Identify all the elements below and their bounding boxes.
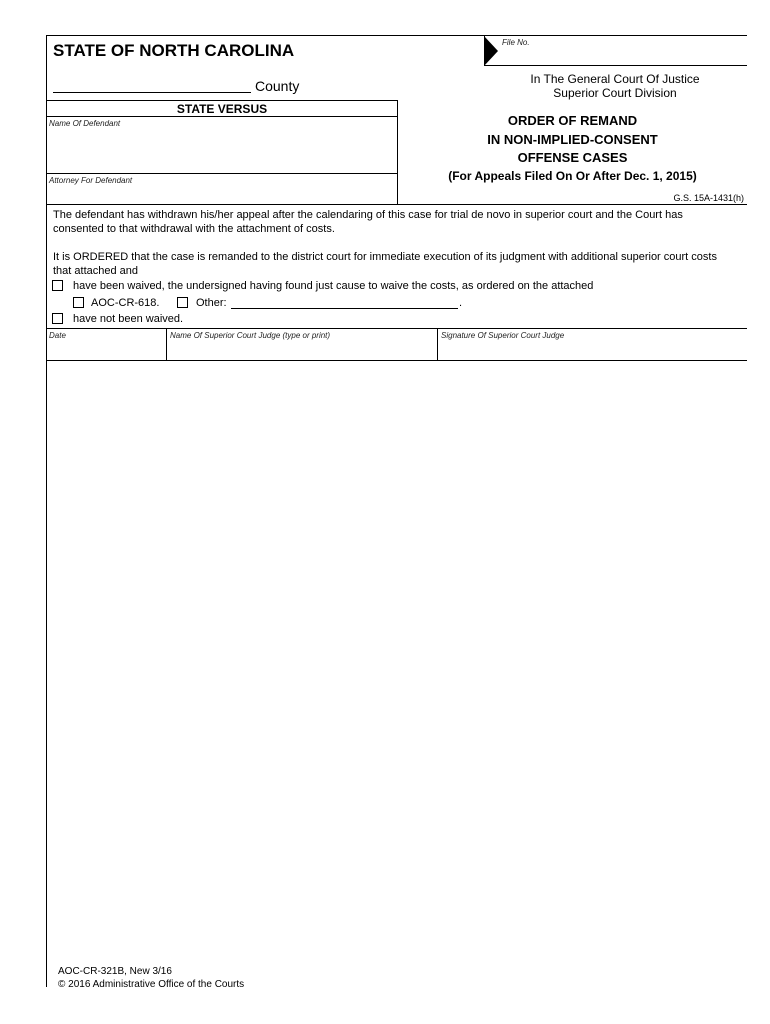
other-checkbox[interactable]: [177, 297, 188, 308]
court-line-1: In The General Court Of Justice: [530, 72, 700, 86]
other-end-period: .: [459, 297, 463, 309]
frame-left-line: [46, 35, 47, 987]
county-field[interactable]: [53, 76, 251, 92]
defendant-name-label: Name Of Defendant: [49, 119, 121, 128]
state-title: STATE OF NORTH CAROLINA: [53, 41, 295, 60]
title-line-2: IN NON-IMPLIED-CONSENT: [487, 132, 658, 147]
date-label: Date: [49, 331, 66, 340]
order-line-1: It is ORDERED that the case is remanded to the district court for immediate execution of its judgment with additional superior court costs: [53, 251, 717, 263]
defendant-bottom-line: [46, 173, 398, 174]
title-line-3: OFFENSE CASES: [517, 150, 628, 165]
signature-bottom-line: [46, 360, 747, 361]
attorney-field[interactable]: [48, 186, 396, 203]
statute-reference: G.S. 15A-1431(h): [673, 193, 744, 203]
costs-waived-label: have been waived, the undersigned having found just cause to waive the costs, as ordered on the attached: [73, 280, 594, 292]
order-line-2: that attached and: [53, 265, 139, 277]
file-no-label: File No.: [502, 38, 530, 47]
signature-top-line: [46, 328, 747, 329]
other-blank-line: [231, 308, 458, 309]
judge-signature-label: Signature Of Superior Court Judge: [441, 331, 565, 340]
costs-waived-checkbox[interactable]: [52, 280, 63, 291]
file-no-bottom-line: [484, 65, 747, 66]
file-no-field[interactable]: [500, 48, 745, 64]
judge-signature-field[interactable]: [440, 342, 745, 359]
copyright: © 2016 Administrative Office of the Courts: [58, 979, 245, 990]
state-versus-label: STATE VERSUS: [176, 102, 268, 116]
form-id: AOC-CR-321B, New 3/16: [58, 966, 172, 977]
court-line-2: Superior Court Division: [553, 86, 677, 100]
signature-divider-2: [437, 328, 438, 360]
costs-not-waived-label: have not been waived.: [73, 313, 184, 325]
date-field[interactable]: [48, 342, 164, 359]
county-label: County: [255, 78, 300, 94]
state-versus-bottom-line: [46, 116, 398, 117]
file-no-arrow-icon: [484, 36, 500, 66]
aoc-cr-618-label: AOC-CR-618.: [91, 297, 160, 309]
judge-name-label: Name Of Superior Court Judge (type or print): [170, 331, 331, 340]
frame-top-line: [46, 35, 747, 36]
costs-not-waived-checkbox[interactable]: [52, 313, 63, 324]
withdrawal-line-1: The defendant has withdrawn his/her appeal after the calendaring of this case for trial de novo in superior court and the Court has: [53, 209, 683, 221]
title-line-4: (For Appeals Filed On Or After Dec. 1, 2015): [448, 169, 697, 183]
county-blank-line: [53, 92, 251, 93]
other-field[interactable]: [231, 294, 458, 308]
other-label: Other:: [196, 297, 227, 309]
title-line-1: ORDER OF REMAND: [507, 113, 638, 128]
parties-bottom-line: [46, 204, 747, 205]
withdrawal-line-2: consented to that withdrawal with the attachment of costs.: [53, 223, 335, 235]
header-bottom-line: [46, 100, 398, 101]
signature-divider-1: [166, 328, 167, 360]
aoc-cr-618-checkbox[interactable]: [73, 297, 84, 308]
defendant-name-field[interactable]: [48, 130, 396, 172]
attorney-label: Attorney For Defendant: [49, 176, 133, 185]
judge-name-field[interactable]: [169, 342, 435, 359]
